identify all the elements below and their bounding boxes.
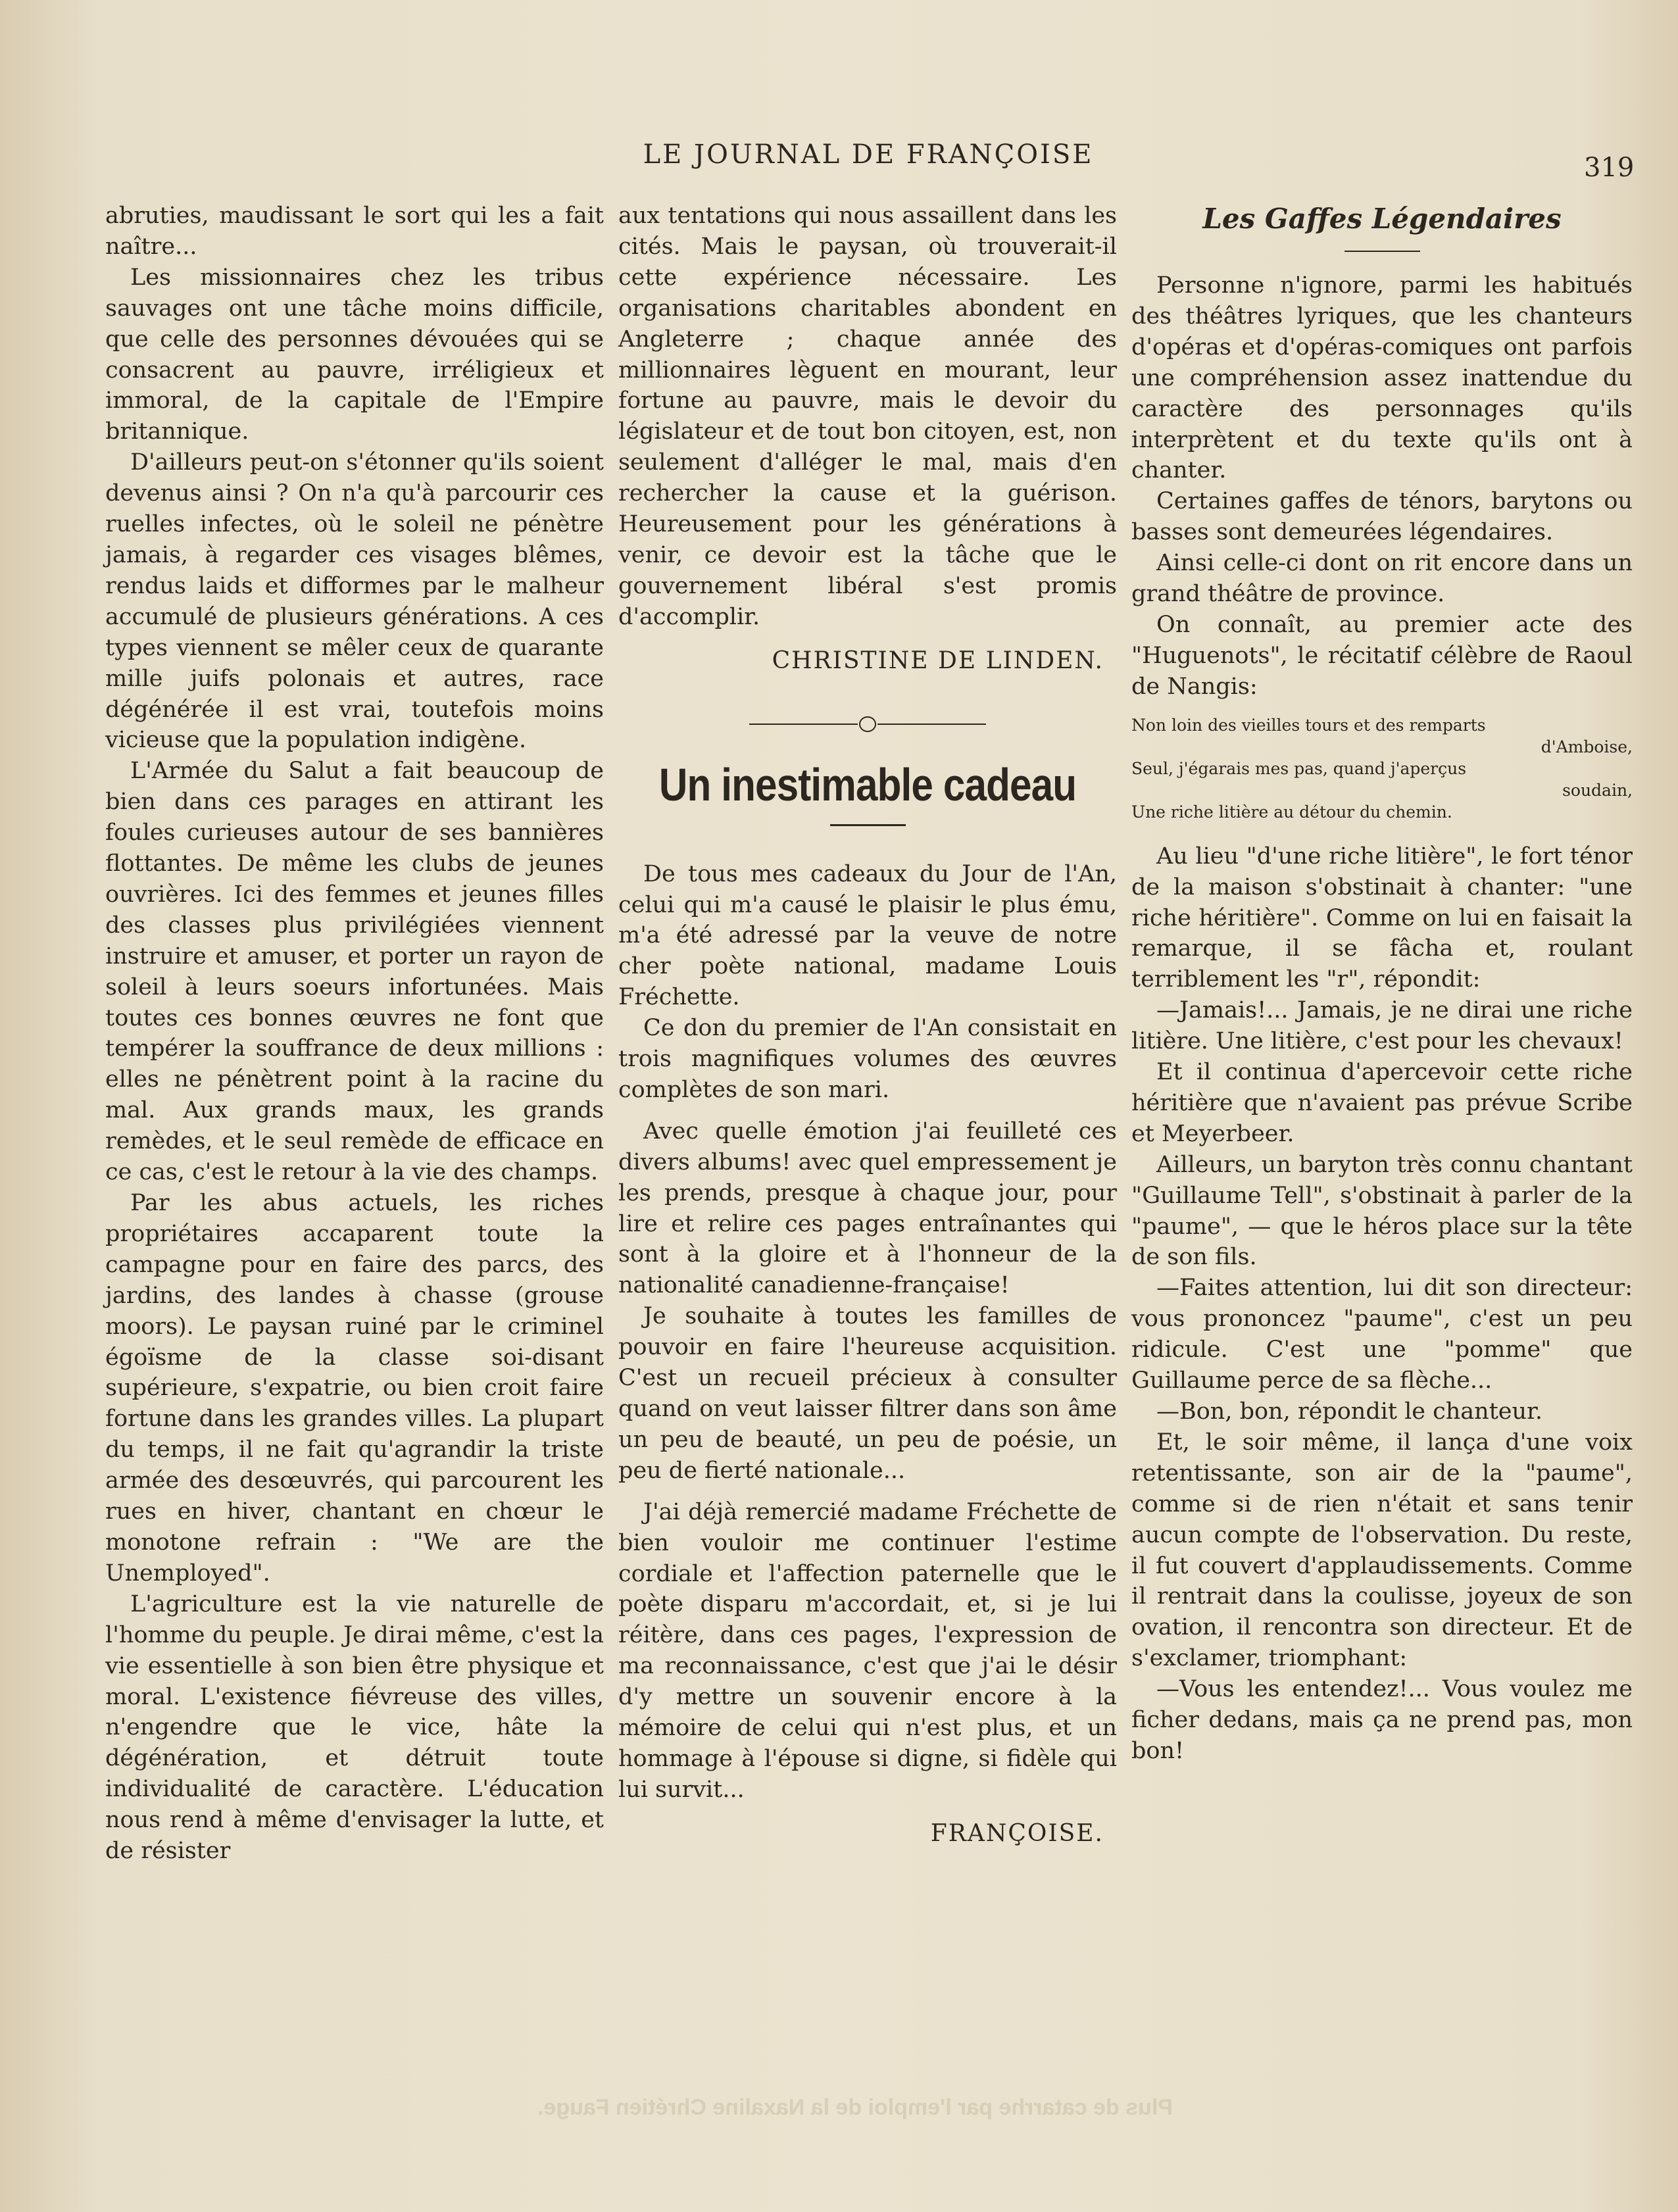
paragraph: Au lieu "d'une riche litière", le fort ténor de la maison s'obstinait à chanter: "une riche héritière". Comme on lui en faisait la remarque, il se fâcha et, roulant terriblement les "r", répondit: <box>1131 843 1633 993</box>
paragraph: Et, le soir même, il lança d'une voix retentissante, son air de la "paume", comme si de rien n'était et sans tenir aucun compte de l'observation. Du reste, il fut couvert d'applaudissements. Comme il rentrait dans la coulisse, joyeux de son ovation, il rencontra son directeur. Et de s'exclamer, triomphant: <box>1131 1429 1633 1672</box>
author-signature: FRANÇOISE. <box>930 1819 1104 1847</box>
page-header-title: LE JOURNAL DE FRANÇOISE <box>643 139 1094 170</box>
paragraph: Avec quelle émotion j'ai feuilleté ces divers albums! avec quel empressement je les prends, presque à chaque jour, pour lire et relire ces pages entraînantes qui sont à la gloire et à l'honneur de la nationalité canadienne-française! <box>618 1118 1117 1299</box>
paragraph: Ailleurs, un baryton très connu chantant "Guillaume Tell", s'obstinait à parler de la "paume", — que le héros place sur la tête de son fils. <box>1131 1151 1633 1271</box>
paragraph: Ce don du premier de l'An consistait en trois magnifiques volumes des œuvres complètes de son mari. <box>618 1015 1117 1103</box>
author-signature: CHRISTINE DE LINDEN. <box>772 647 1104 674</box>
poem-line: Non loin des vieilles tours et des remparts <box>1131 715 1486 735</box>
paragraph: L'agriculture est la vie naturelle de l'homme du peuple. Je dirai même, c'est la vie essentielle à son bien être physique et moral. L'existence fiévreuse des villes, n'engendre que le vice, hâte la dégénération, et détruit toute individualité de caractère. L'éducation nous rend à même d'envisager la lutte, et de résister <box>105 1590 604 1865</box>
paragraph: De tous mes cadeaux du Jour de l'An, celui qui m'a causé le plaisir le plus ému, m'a été adressé par la veuve de notre cher poète national, madame Louis Fréchette. <box>618 860 1117 1011</box>
poem-quote <box>1131 714 1633 823</box>
paragraph: —Vous les entendez!... Vous voulez me ficher dedans, mais ça ne prend pas, mon bon! <box>1131 1676 1633 1764</box>
paragraph: On connaît, au premier acte des "Huguenots", le récitatif célèbre de Raoul de Nangis: <box>1131 611 1633 700</box>
divider-circle-icon <box>859 716 876 732</box>
page-number: 319 <box>1584 153 1635 183</box>
section-divider <box>618 716 1117 732</box>
paragraph: —Bon, bon, répondit le chanteur. <box>1156 1398 1543 1425</box>
paragraph: —Jamais!... Jamais, je ne dirai une riche litière. Une litière, c'est pour les chevaux! <box>1131 997 1633 1055</box>
column-3 <box>1131 201 1633 1767</box>
bleed-through-advert: Plus de catarrhe par l'emploi de la Naxaline Chrétien Fauge. <box>537 2095 1173 2120</box>
paragraph: —Faites attention, lui dit son directeur: vous prononcez "paume", c'est un peu ridicule. C'est une "pomme" que Guillaume perce de sa flèche... <box>1131 1275 1633 1394</box>
article-title: Un inestimable cadeau <box>658 758 1077 810</box>
poem-line: Une riche litière au détour du chemin. <box>1131 802 1452 822</box>
poem-line: Seul, j'égarais mes pas, quand j'aperçus <box>1131 758 1467 778</box>
title-rule <box>830 824 906 826</box>
paragraph: D'ailleurs peut-on s'étonner qu'ils soient devenus ainsi ? On n'a qu'à parcourir ces ruelles infectes, où le soleil ne pénètre jamais, à regarder ces visages blêmes, rendus laids et difformes par le malheur accumulé de plusieurs générations. A ces types viennent se mêler ceux de quarante mille juifs polonais et autres, race dégénérée il est vrai, toutefois moins vicieuse que la population indigène. <box>105 449 604 754</box>
paragraph: Par les abus actuels, les riches propriétaires accaparent toute la campagne pour en faire des parcs, des jardins, des landes à chasse (grouse moors). Le paysan ruiné par le criminel égoïsme de la classe soi-disant supérieure, s'expatrie, ou bien croit faire fortune dans les grandes villes. La plupart du temps, il ne fait qu'agrandir la triste armée des desœuvrés, qui parcourent les rues en hiver, chantant en chœur le monotone refrain : "We are the Unemployed". <box>105 1190 604 1586</box>
divider-line <box>877 724 986 725</box>
paragraph: Les missionnaires chez les tribus sauvages ont une tâche moins difficile, que celle des personnes dévouées qui se consacrent au pauvre, irréligieux et immoral, de la capitale de l'Empire britannique. <box>105 264 604 445</box>
column-2 <box>618 201 1117 1850</box>
paragraph: Certaines gaffes de ténors, barytons ou basses sont demeurées légendaires. <box>1131 488 1633 546</box>
title-rule <box>1345 251 1420 252</box>
article-title: Les Gaffes Légendaires <box>1202 203 1562 235</box>
paragraph: Et il continua d'apercevoir cette riche héritière que n'avaient pas prévue Scribe et Meyerbeer. <box>1131 1059 1633 1147</box>
column-1 <box>105 201 604 1867</box>
paragraph: abruties, maudissant le sort qui les a fait naître... <box>105 203 604 260</box>
paragraph: J'ai déjà remercié madame Fréchette de bien vouloir me continuer l'estime cordiale et l'affection paternelle que le poète disparu m'accordait, et, si je lui réitère, dans ces pages, l'expression de ma reconnaissance, c'est que j'ai le désir d'y mettre un souvenir encore à la mémoire de celui qui n'est plus, et un hommage à l'épouse si digne, si fidèle qui lui survit... <box>618 1498 1117 1803</box>
paragraph: Personne n'ignore, parmi les habitués des théâtres lyriques, que les chanteurs d'opéras et d'opéras-comiques ont parfois une compréhension assez inattendue du caractère des personnages qu'ils interprètent et du texte qu'ils ont à chanter. <box>1131 272 1633 484</box>
paragraph: aux tentations qui nous assaillent dans les cités. Mais le paysan, où trouverait-il cette expérience nécessaire. Les organisations charitables abondent en Angleterre ; chaque année des millionnaires lèguent en mourant, leur fortune au pauvre, mais le devoir du législateur et de tout bon citoyen, est, non seulement d'alléger le mal, mais d'en rechercher la cause et la guérison. Heureusement pour les générations à venir, ce devoir est la tâche que le gouvernement libéral s'est promis d'accomplir. <box>618 203 1117 630</box>
paragraph: L'Armée du Salut a fait beaucoup de bien dans ces parages en attirant les foules curieuses autour de ses bannières flottantes. De même les clubs de jeunes ouvrières. Ici des femmes et jeunes filles des classes plus privilégiées viennent instruire et amuser, et porter un rayon de soleil à leurs soeurs infortunées. Mais toutes ces bonnes œuvres ne font que tempérer la souffrance de deux millions : elles ne pénètrent point à la racine du mal. Aux grands maux, les grands remèdes, et le seul remède de efficace en ce cas, c'est le retour à la vie des champs. <box>105 758 604 1186</box>
paragraph: Ainsi celle-ci dont on rit encore dans un grand théâtre de province. <box>1131 550 1633 608</box>
poem-line: soudain, <box>1562 780 1633 800</box>
poem-line: d'Amboise, <box>1541 737 1633 756</box>
divider-line <box>749 724 858 725</box>
paragraph: Je souhaite à toutes les familles de pouvoir en faire l'heureuse acquisition. C'est un recueil précieux à consulter quand on veut laisser filtrer dans son âme un peu de beauté, un peu de poésie, un peu de fierté nationale... <box>618 1303 1117 1484</box>
